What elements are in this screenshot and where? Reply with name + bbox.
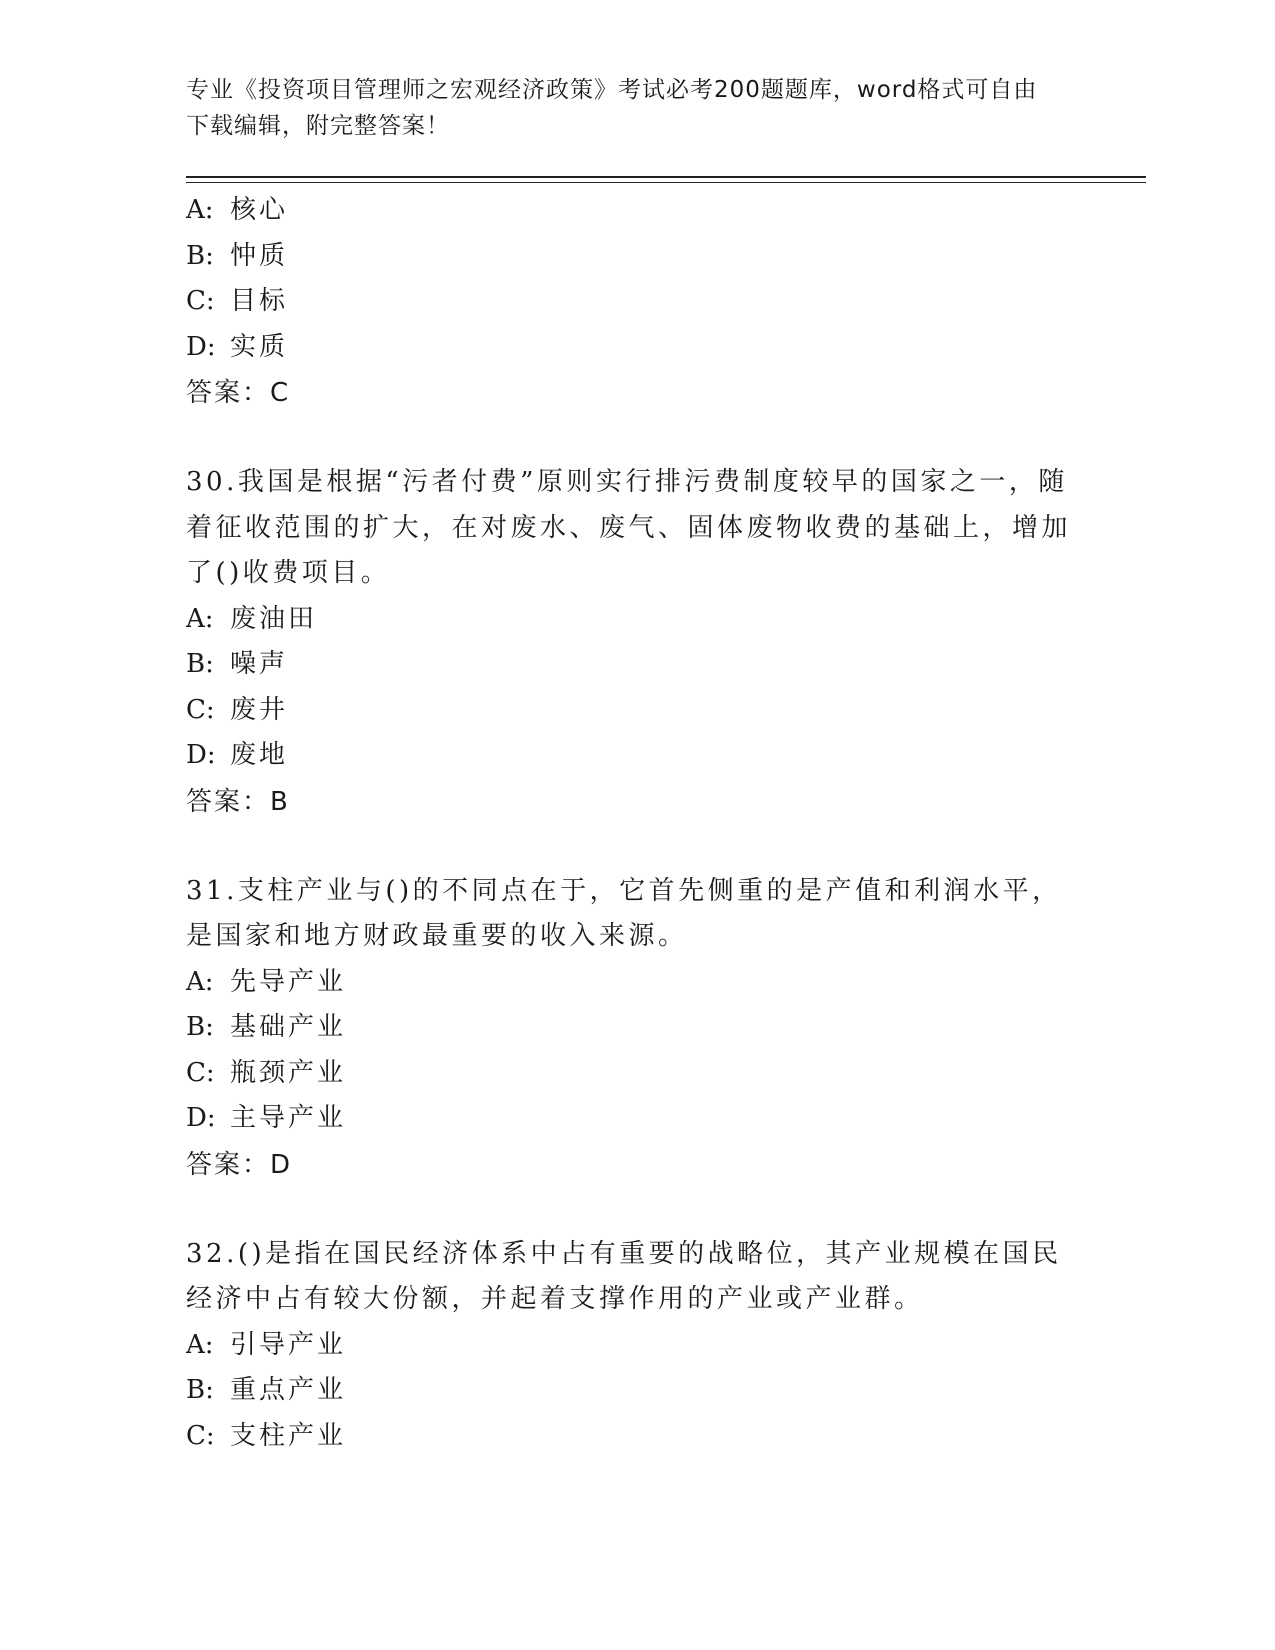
option-letter: A: bbox=[186, 603, 214, 634]
page-header bbox=[186, 72, 1086, 144]
option-text: 基础产业 bbox=[230, 1012, 347, 1042]
option-letter: D: bbox=[186, 740, 216, 770]
option-letter: A: bbox=[186, 966, 214, 997]
option-c bbox=[186, 279, 1086, 325]
option-letter: B: bbox=[186, 649, 214, 679]
option-d bbox=[186, 325, 1086, 371]
question-content bbox=[186, 188, 1086, 1459]
option-c bbox=[186, 1414, 1086, 1460]
header-divider-thick bbox=[186, 176, 1146, 178]
option-text: 支柱产业 bbox=[230, 1420, 347, 1451]
option-c bbox=[186, 1051, 1086, 1097]
header-line-2: 下载编辑，附完整答案！ bbox=[186, 113, 450, 139]
option-d bbox=[186, 733, 1086, 779]
option-b bbox=[186, 1005, 1086, 1051]
option-d bbox=[186, 1096, 1086, 1142]
option-text: 先导产业 bbox=[230, 966, 347, 997]
option-letter: C: bbox=[186, 694, 215, 725]
option-text: 废井 bbox=[230, 694, 289, 725]
option-letter: B: bbox=[186, 240, 214, 271]
option-text: 主导产业 bbox=[230, 1103, 347, 1133]
option-text: 重点产业 bbox=[230, 1375, 347, 1405]
option-a bbox=[186, 1323, 1086, 1369]
option-letter: D: bbox=[186, 1103, 216, 1133]
answer-line: 答案：B bbox=[186, 786, 290, 817]
question-text: 32.()是指在国民经济体系中占有重要的战略位，其产业规模在国民经济中占有较大份额，并起着支撑作用的产业或产业群。 bbox=[186, 1238, 1062, 1314]
header-line-1: 专业《投资项目管理师之宏观经济政策》考试必考200题题库，word格式可自由 bbox=[186, 77, 1038, 103]
option-text: 废地 bbox=[230, 740, 289, 770]
option-text: 引导产业 bbox=[230, 1329, 347, 1360]
question-block-31 bbox=[186, 869, 1086, 1188]
option-a bbox=[186, 597, 1086, 643]
answer-line: 答案：D bbox=[186, 1149, 293, 1180]
question-block-32 bbox=[186, 1232, 1086, 1460]
option-text: 忡质 bbox=[230, 240, 289, 271]
answer-line: 答案：C bbox=[186, 378, 291, 408]
option-letter: C: bbox=[186, 286, 215, 316]
option-letter: B: bbox=[186, 1375, 214, 1405]
option-a bbox=[186, 188, 1086, 234]
option-text: 实质 bbox=[230, 331, 289, 362]
option-letter: A: bbox=[186, 195, 214, 225]
option-b bbox=[186, 1368, 1086, 1414]
question-block-prev bbox=[186, 188, 1086, 416]
option-letter: B: bbox=[186, 1012, 214, 1042]
question-text: 31.支柱产业与()的不同点在于，它首先侧重的是产值和利润水平，是国家和地方财政最重要的收入来源。 bbox=[186, 875, 1062, 951]
option-c bbox=[186, 688, 1086, 734]
question-block-30 bbox=[186, 460, 1086, 825]
option-b bbox=[186, 642, 1086, 688]
option-text: 噪声 bbox=[230, 649, 289, 679]
option-text: 瓶颈产业 bbox=[230, 1057, 347, 1088]
question-text: 30.我国是根据“污者付费”原则实行排污费制度较早的国家之一，随着征收范围的扩大，在对废水、废气、固体废物收费的基础上，增加了()收费项目。 bbox=[186, 467, 1072, 588]
header-divider-thin bbox=[186, 182, 1146, 183]
option-text: 目标 bbox=[230, 286, 289, 316]
option-letter: C: bbox=[186, 1057, 215, 1088]
option-a bbox=[186, 960, 1086, 1006]
option-letter: C: bbox=[186, 1420, 215, 1451]
option-text: 核心 bbox=[230, 195, 289, 225]
option-letter: D: bbox=[186, 331, 216, 362]
option-letter: A: bbox=[186, 1329, 214, 1360]
option-text: 废油田 bbox=[230, 603, 318, 634]
option-b bbox=[186, 234, 1086, 280]
